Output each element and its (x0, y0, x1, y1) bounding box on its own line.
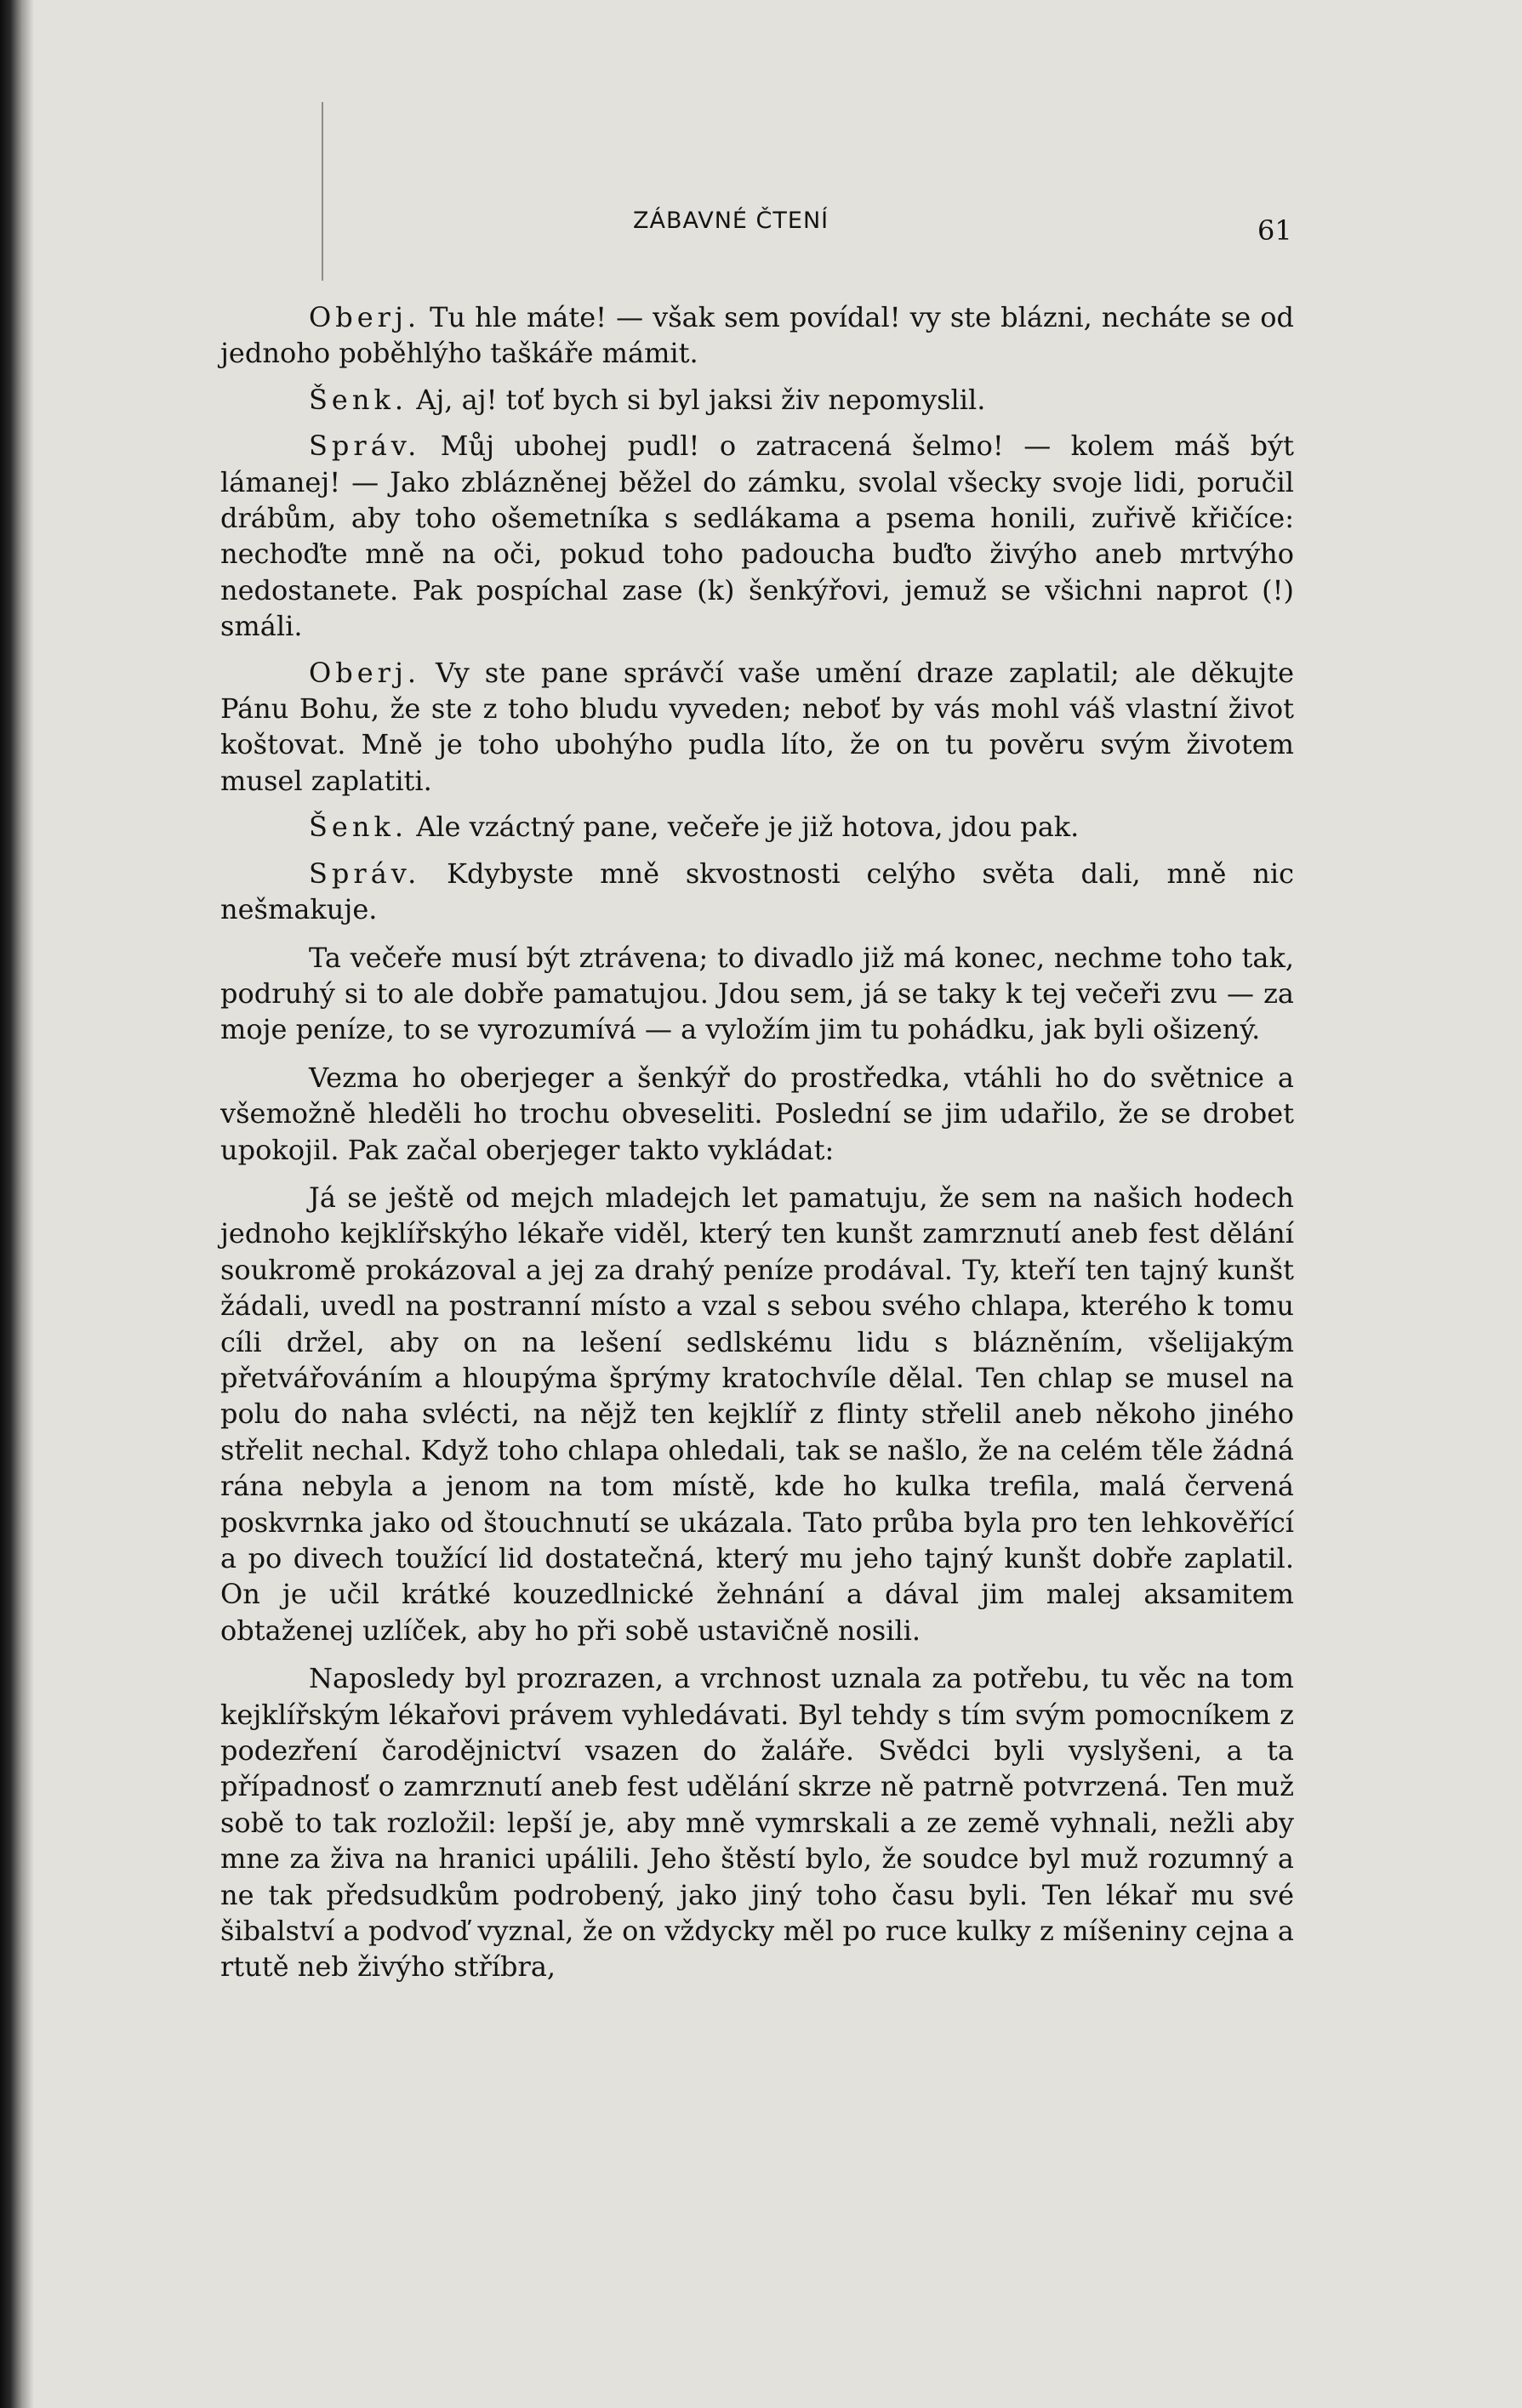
page-number: 61 (1257, 214, 1292, 247)
paragraph-text: Kdybyste mně skvostnosti celýho světa dali, mně nic nešmakuje. (220, 857, 1295, 926)
dialogue-paragraph (220, 299, 1294, 372)
paragraph-text: Naposledy byl prozrazen, a vrchnost uznala za potřebu, tu věc na tom kejklířským lékařovi právem vyhledávati. Byl tehdy s tím svým pomocníkem z podezření čarodějnictví vsazen do žaláře. Svědci byli vyslyšeni, a ta případnosť o zamrznutí aneb fest udělání skrze ně patrně potvrzená. Ten muž sobě to tak rozložil: lepší je, aby mně vymrskali a ze země vyhnali, nežli aby mne za živa na hranici upálili. Jeho štěstí bylo, že soudce byl muž rozumný a ne tak předsudkům podrobený, jako jiný toho času byli. Ten lékař mu své šibalství a podvoď vyznal, že on vždycky měl po ruce kulky z míšeniny cejna a rtutě neb živýho stříbra, (220, 1662, 1294, 1984)
paragraph-text: Vezma ho oberjeger a šenkýř do prostředka, vtáhli ho do světnice a všemožně hleděli ho trochu obveseliti. Poslední se jim udařilo, že se drobet upokojil. Pak začal oberjeger takto vykládat: (220, 1061, 1294, 1166)
speaker-name: Oberj. (309, 301, 421, 333)
paragraph-text: Vy ste pane správčí vaše umění draze zaplatil; ale děkujte Pánu Bohu, že ste z toho bludu vyveden; neboť by vás mohl váš vlastní život koštovat. Mně je toho ubohýho pudla líto, že on tu pověru svým životem musel zaplatiti. (220, 656, 1295, 797)
scan-shadow-edge (0, 0, 34, 2408)
page-header (0, 208, 1522, 250)
prose-paragraph (220, 1660, 1294, 1985)
dialogue-paragraph (220, 856, 1294, 928)
dialogue-paragraph (220, 809, 1294, 845)
dialogue-paragraph (220, 382, 1294, 418)
paragraph-text: Ale vzáctný pane, večeře je již hotova, jdou pak. (416, 811, 1080, 844)
paragraph-text: Já se ještě od mejch mladejch let pamatuju, že sem na našich hodech jednoho kejklířskýho lékaře viděl, který ten kunšt zamrznutí aneb fest dělání soukromě prokázoval a jej za drahý peníze prodával. Ty, kteří ten tajný kunšt žádali, uvedl na postranní místo a vzal s sebou svého chlapa, kterého k tomu cíli držel, aby on na lešení sedlskému lidu s blázněním, všelijakým přetvářováním a hloupýma šprýmy kratochvíle dělal. Ten chlap se musel na polu do naha svlécti, na nějž ten kejklíř z flinty střelil aneb někoho jiného střelit nechal. Když toho chlapa ohledali, tak se našlo, že na celém těle žádná rána nebyla a jenom na tom místě, kde ho kulka trefila, malá červená poskvrnka jako od štouchnutí se ukázala. Tato průba byla pro ten lehkověřící a po divech toužící lid dostatečná, který mu jeho tajný kunšt dobře zaplatil. On je učil krátké kouzedlnické žehnání a dával jim malej aksamitem obtaženej uzlíček, aby ho při sobě ustavičně nosili. (220, 1181, 1294, 1647)
paragraph-text: Tu hle máte! — však sem povídal! vy ste blázni, necháte se od jednoho poběhlýho taškáře mámit. (220, 301, 1295, 370)
dialogue-paragraph (220, 655, 1294, 800)
prose-paragraph (220, 1060, 1294, 1168)
paragraph-text: Ta večeře musí být ztrávena; to divadlo již má konec, nechme toho tak, podruhý si to ale dobře pamatujou. Jdou sem, já se taky k tej večeři zvu — za moje peníze, to se vyrozumívá — a vyložím jim tu pohádku, jak byli ošizený. (220, 941, 1294, 1046)
paragraph-text: Aj, aj! toť bych si byl jaksi živ nepomyslil. (416, 383, 986, 416)
speaker-name: Šenk. (309, 811, 408, 844)
gutter-line (322, 102, 323, 281)
prose-paragraph (220, 940, 1294, 1048)
body-text (220, 299, 1294, 1985)
speaker-name: Správ. (309, 430, 421, 463)
paragraph-text: Můj ubohej pudl! o zatracená šelmo! — kolem máš být lámanej! — Jako zblázněnej běžel do zámku, svolal všecky svoje lidi, poručil drábům, aby toho ošemetníka s sedlákama a psema honili, zuřivě křičíce: nechoďte mně na oči, pokud toho padoucha buďto živýho aneb mrtvýho nedostanete. Pak pospíchal zase (k) šenkýřovi, jemuž se všichni naprot (!) smáli. (220, 430, 1295, 643)
dialogue-paragraph (220, 428, 1294, 644)
speaker-name: Správ. (309, 857, 421, 890)
speaker-name: Oberj. (309, 656, 421, 689)
running-head: ZÁBAVNÉ ČTENÍ (633, 208, 829, 234)
prose-paragraph (220, 1180, 1294, 1648)
speaker-name: Šenk. (309, 383, 408, 416)
